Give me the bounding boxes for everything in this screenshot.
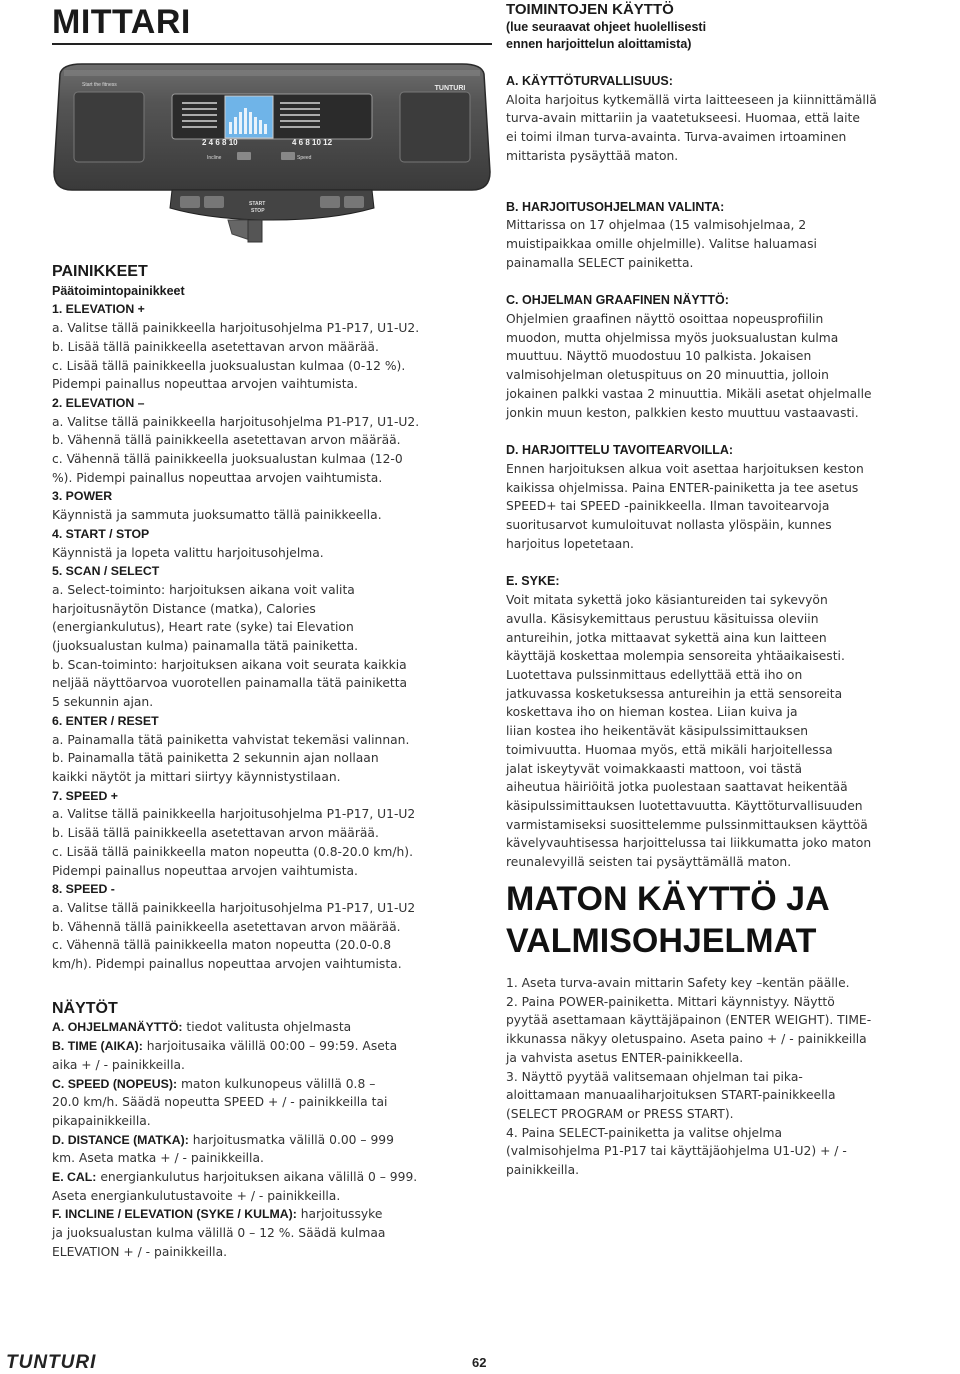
steps-list (506, 974, 936, 1180)
block-line: Ennen harjoituksen alkua voit asettaa harjoituksen keston (506, 461, 864, 476)
text-line (52, 955, 492, 974)
block-line: harjoitus lopetetaan. (506, 536, 634, 551)
text-line (52, 375, 492, 394)
text-line (52, 469, 492, 488)
line-text: km/h). Pidempi painallus nopeuttaa arvojen vaihtumista. (52, 957, 402, 972)
line-text: a. Select-toiminto: harjoituksen aikana voit valita (52, 582, 355, 597)
line-text: (energiankulutus), Heart rate (syke) tai Elevation (52, 620, 354, 635)
line-text: pikapainikkeilla. (52, 1113, 151, 1128)
text-line (52, 824, 492, 843)
step-line: 4. Paina SELECT-painiketta ja valitse ohjelma (506, 1125, 783, 1140)
section-title-treadmill-use (506, 878, 926, 962)
text-line (52, 1187, 492, 1206)
line-text: b. Lisää tällä painikkeella asetettavan arvon määrää. (52, 826, 379, 841)
block-line: kävelyvauhtisessa harjoittelussa tai liikkumatta joko maton (506, 836, 872, 851)
block-line: jatkuvassa kosketuksessa antureihin ja että sensoreita (506, 686, 843, 701)
line-text: c. Lisää tällä painikkeella juoksualustan kulmaa (0-12 %). (52, 358, 406, 373)
text-line (52, 862, 492, 881)
console-brand: TUNTURI (434, 85, 466, 92)
block-line: Luotettava pulssinmittaus edellyttää että iho on (506, 667, 803, 682)
instruction-block (506, 441, 936, 572)
text-line (52, 562, 492, 581)
line-text: neljää näyttöarvoa vuorotellen painamalla tätä painiketta (52, 676, 408, 691)
line-text: 20.0 km/h. Säädä nopeutta SPEED + / - painikkeilla tai (52, 1095, 388, 1110)
text-line (52, 357, 492, 376)
text-line (52, 787, 492, 806)
block-line: jalat iskeytyvät voimakkaasti mattoon, voi tästä (506, 761, 803, 776)
block-line: reunalevyillä seisten tai pysäyttämällä maton. (506, 855, 792, 870)
line-label: 2. ELEVATION – (52, 395, 145, 410)
block-line: jonkin muun keston, palkkien kesto muuttuu vastaavasti. (506, 405, 859, 420)
text-line (52, 805, 492, 824)
page-number: 62 (472, 1355, 487, 1370)
big-title-line-1: MATON KÄYTTÖ JA (506, 880, 830, 918)
line-text: maton kulkunopeus välillä 0.8 – (177, 1076, 376, 1091)
line-text: ELEVATION + / - painikkeilla. (52, 1244, 228, 1259)
line-label: D. DISTANCE (MATKA): (52, 1132, 189, 1147)
line-text: b. Lisää tällä painikkeella asetettavan arvon määrää. (52, 339, 379, 354)
line-text: km. Aseta matka + / - painikkeilla. (52, 1151, 264, 1166)
section-heading-displays: NÄYTÖT (52, 999, 118, 1017)
text-line (52, 431, 492, 450)
text-line (52, 506, 492, 525)
text-line (52, 674, 492, 693)
line-label: 5. SCAN / SELECT (52, 564, 160, 579)
section-heading-buttons: PAINIKKEET (52, 263, 148, 280)
line-label: C. SPEED (NOPEUS): (52, 1076, 178, 1091)
block-line: muuttuu. Näyttö muodostuu 10 palkista. Jokaisen (506, 349, 812, 364)
text-line (52, 918, 492, 937)
displays-list (52, 1018, 492, 1261)
text-line (52, 731, 492, 750)
big-title-line-2: VALMISOHJELMAT (506, 922, 817, 960)
block-line: toimivuutta. Huomaa myös, että mikäli harjoitellessa (506, 742, 833, 757)
line-label: 3. POWER (52, 489, 113, 504)
text-line (52, 843, 492, 862)
text-line (52, 487, 492, 506)
block-line: kaikissa ohjelmissa. Paina ENTER-painiketta ja tee asetus (506, 480, 859, 495)
step-line: 3. Näyttö pyytää valitsemaan ohjelman tai pika- (506, 1069, 803, 1084)
line-label: B. TIME (AIKA): (52, 1039, 143, 1054)
step-line: (valmisohjelma P1-P17 tai käyttäjäohjelma U1-U2) + / - (506, 1144, 847, 1159)
title-rule (52, 43, 492, 45)
instruction-blocks (506, 72, 936, 872)
right-column (506, 1, 936, 872)
text-line (52, 656, 492, 675)
line-label: E. CAL: (52, 1170, 97, 1185)
line-label: 8. SPEED - (52, 882, 115, 897)
block-line: Ohjelmien graafinen näyttö osoittaa nopeusprofiilin (506, 312, 824, 327)
line-text: b. Vähennä tällä painikkeella asetettavan arvon määrää. (52, 919, 401, 934)
line-text: c. Vähennä tällä painikkeella juoksualustan kulmaa (12-0 (52, 452, 403, 467)
step-line: pyytää asettamaan käyttäjäpainon (ENTER WEIGHT). TIME- (506, 1013, 872, 1028)
line-text: %). Pidempi painallus nopeuttaa arvojen vaihtumista. (52, 470, 383, 485)
block-line: jokainen palkki vastaa 2 minuuttia. Mikäli asetat ohjelmalle (506, 386, 872, 401)
line-label: F. INCLINE / ELEVATION (SYKE / KULMA): (52, 1207, 297, 1222)
line-text: a. Valitse tällä painikkeella harjoitusohjelma P1-P17, U1-U2 (52, 807, 416, 822)
text-line (52, 768, 492, 787)
line-label: 1. ELEVATION + (52, 302, 145, 317)
step-line: 1. Aseta turva-avain mittarin Safety key –kentän päälle. (506, 976, 850, 990)
line-text: b. Painamalla tätä painiketta 2 sekunnin ajan nollaan (52, 751, 379, 766)
line-text: Käynnistä ja lopeta valittu harjoitusohjelma. (52, 545, 324, 560)
line-text: Pidempi painallus nopeuttaa arvojen vaihtumista. (52, 377, 358, 392)
text-line (52, 1037, 492, 1056)
text-line (52, 618, 492, 637)
block-line: painamalla SELECT painiketta. (506, 255, 694, 270)
left-column (52, 263, 492, 1262)
line-text: a. Valitse tällä painikkeella harjoitusohjelma P1-P17, U1-U2. (52, 321, 420, 336)
line-text: kaikki näytöt ja mittari siirtyy käynnistystilaan. (52, 769, 341, 784)
line-text: b. Scan-toiminto: harjoituksen aikana voit seurata kaikkia (52, 657, 407, 672)
page-title: MITTARI (52, 3, 191, 41)
line-text: c. Lisää tällä painikkeella maton nopeutta (0.8-20.0 km/h). (52, 844, 413, 859)
block-line: antureihin, jotka mittaavat sykettä aina kun laitteen (506, 630, 827, 645)
block-line: ei toimi ilman turva-avainta. Turva-avaimen irtoaminen (506, 130, 847, 145)
text-line (52, 1112, 492, 1131)
console-speed-numbers: 4 6 8 10 12 (292, 138, 333, 147)
line-label: 7. SPEED + (52, 788, 118, 803)
line-text: harjoitusnäytön Distance (matka), Calories (52, 601, 316, 616)
line-text: harjoitussyke (296, 1207, 383, 1222)
console-speed-label: Speed (297, 155, 312, 161)
line-label: 6. ENTER / RESET (52, 713, 159, 728)
line-text: c. Vähennä tällä painikkeella maton nopeutta (20.0-0.8 (52, 938, 392, 953)
buttons-list (52, 300, 492, 973)
block-line: Aloita harjoitus kytkemällä virta laitteeseen ja kiinnittämällä (506, 92, 877, 107)
step-line: ja vahvista asetus ENTER-painikkeella. (506, 1050, 744, 1065)
text-line (52, 1093, 492, 1112)
text-line (52, 581, 492, 600)
text-line (52, 525, 492, 544)
line-text: tiedot valitusta ohjelmasta (182, 1020, 352, 1035)
line-text: b. Vähennä tällä painikkeella asetettavan arvon määrää. (52, 433, 401, 448)
footer-brand-logo: TUNTURI (6, 1352, 97, 1373)
step-line: (SELECT PROGRAM or PRESS START). (506, 1106, 734, 1121)
text-line (52, 936, 492, 955)
block-line: valmisohjelman oletuspituus on 20 minuuttia, jolloin (506, 368, 829, 383)
line-text: harjoitusaika välillä 00:00 – 99:59. Aseta (142, 1039, 398, 1054)
line-text: harjoitusmatka välillä 0.00 – 999 (188, 1132, 394, 1147)
text-line (52, 1224, 492, 1243)
line-text: Pidempi painallus nopeuttaa arvojen vaihtumista. (52, 863, 358, 878)
line-text: a. Valitse tällä painikkeella harjoitusohjelma P1-P17, U1-U2. (52, 414, 420, 429)
right-heading: TOIMINTOJEN KÄYTTÖ (506, 1, 674, 18)
block-line: aiheutua häiriöitä jotka puolestaan saattavat heikentää (506, 780, 848, 795)
console-image (52, 62, 492, 264)
block-line: Voit mitata sykettä joko käsiantureiden tai sykevyön (506, 593, 828, 608)
step-line: ikkunassa näkyy oletuspaino. Aseta paino + / - painikkeilla (506, 1032, 867, 1047)
block-line: liian kostea iho heikentävät käsipulssimittauksen (506, 724, 809, 739)
line-label: 4. START / STOP (52, 526, 150, 541)
step-line: 2. Paina POWER-painiketta. Mittari käynnistyy. Näyttö (506, 994, 835, 1009)
console-stop-text: STOP (251, 208, 265, 214)
block-line: avulla. Käsisykemittaus perustuu käsituissa oleviin (506, 611, 819, 626)
text-line (52, 693, 492, 712)
line-text: a. Painamalla tätä painiketta vahvistat tekemäsi valinnan. (52, 732, 410, 747)
text-line (52, 319, 492, 338)
right-subheading-2: ennen harjoittelun aloittamista) (506, 37, 692, 51)
text-line (52, 394, 492, 413)
block-line: turva-avain mittariin ja vaatetukseesi. Huomaa, että laite (506, 111, 860, 126)
text-line (52, 1056, 492, 1075)
text-line (52, 544, 492, 563)
block-heading: B. HARJOITUSOHJELMAN VALINTA: (506, 199, 725, 214)
block-line: muistipaikkaa omille ohjelmille). Valitse haluamasi (506, 236, 817, 251)
line-text: ja juoksualustan kulma välillä 0 – 12 %. Säädä kulmaa (52, 1226, 386, 1241)
line-text: Käynnistä ja sammuta juoksumatto tällä painikkeella. (52, 508, 382, 523)
text-line (52, 413, 492, 432)
text-line (52, 600, 492, 619)
text-line (52, 899, 492, 918)
console-start-text: START (249, 201, 266, 207)
text-line (52, 1131, 492, 1150)
line-text: Aseta energiankulutustavoite + / - painikkeilla. (52, 1188, 341, 1203)
instruction-block (506, 198, 936, 292)
right-subheading-1: (lue seuraavat ohjeet huolellisesti (506, 20, 707, 34)
text-line (52, 1149, 492, 1168)
text-line (52, 749, 492, 768)
text-line (52, 450, 492, 469)
text-line (52, 1018, 492, 1037)
step-line: painikkeilla. (506, 1163, 580, 1178)
block-heading: A. KÄYTTÖTURVALLISUUS: (506, 74, 673, 88)
text-line (52, 300, 492, 319)
text-line (52, 712, 492, 731)
line-text: (juoksualustan kulma) painamalla tätä painiketta. (52, 639, 359, 654)
console-start-label: Start the fitness (82, 82, 117, 88)
text-line (52, 338, 492, 357)
line-text: aika + / - painikkeilla. (52, 1057, 185, 1072)
text-line (52, 1168, 492, 1187)
block-line: mittarista pysäyttää maton. (506, 148, 679, 163)
block-line: SPEED+ tai SPEED -painikkeella. Ilman tavoitearvoja (506, 499, 830, 514)
block-line: Mittarissa on 17 ohjelmaa (15 valmisohjelmaa, 2 (506, 218, 807, 233)
block-line: koskettava iho on hieman kostea. Liian kuiva ja (506, 705, 798, 720)
line-text: 5 sekunnin ajan. (52, 695, 154, 710)
block-heading: D. HARJOITTELU TAVOITEARVOILLA: (506, 443, 734, 458)
instruction-block (506, 572, 936, 871)
block-heading: E. SYKE: (506, 574, 560, 589)
step-line: aloittamaan manuaaliharjoituksen START-painikkeella (506, 1088, 836, 1103)
text-line (52, 880, 492, 899)
line-label: A. OHJELMANÄYTTÖ: (52, 1020, 183, 1035)
text-line (52, 1243, 492, 1262)
line-text: a. Valitse tällä painikkeella harjoitusohjelma P1-P17, U1-U2 (52, 900, 416, 915)
block-line: käsipulssimittauksen luotettavuutta. Käyttöturvallisuuden (506, 798, 863, 813)
block-line: varmistamiseksi suosittelemme pulssinmittauksen käyttöä (506, 817, 868, 832)
console-incline-label: Incline (207, 155, 222, 161)
block-line: käyttäjä koskettaa molempia sensoreita yhtäaikaisesti. (506, 649, 845, 664)
block-line: muodon, mutta ohjelmissa myös juoksualustan kulma (506, 330, 839, 345)
block-heading: C. OHJELMAN GRAAFINEN NÄYTTÖ: (506, 293, 729, 308)
text-line (52, 1205, 492, 1224)
instruction-block (506, 72, 936, 198)
text-line (52, 1075, 492, 1094)
line-text: energiankulutus harjoituksen aikana välillä 0 – 999. (96, 1170, 418, 1185)
instruction-block (506, 291, 936, 441)
text-line (52, 637, 492, 656)
subheading-main-buttons: Päätoimintopainikkeet (52, 283, 185, 298)
block-line: suoritusarvot kumuloituvat nollasta ylöspäin, kunnes (506, 518, 832, 533)
console-incline-numbers: 2 4 6 8 10 (202, 138, 238, 147)
